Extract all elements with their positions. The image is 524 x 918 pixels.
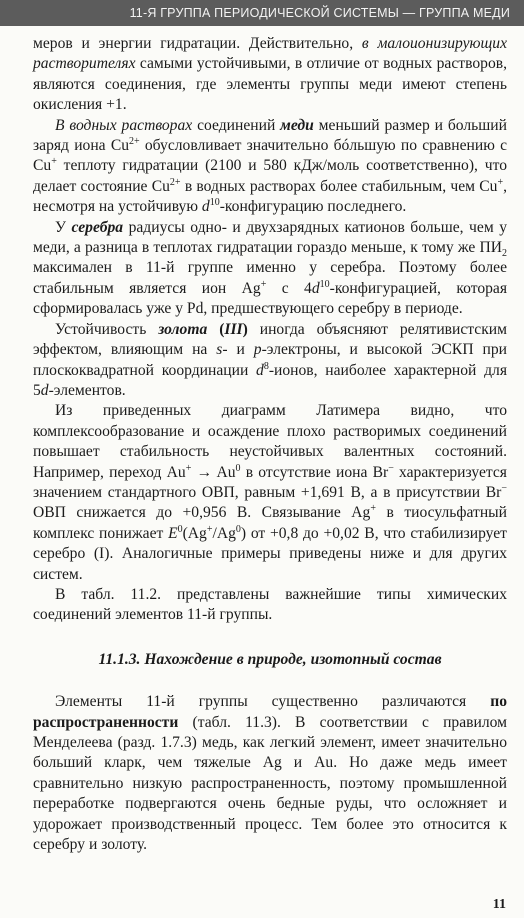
paragraph-6: В табл. 11.2. представлены важнейшие типы химических соединений элементов 11-й группы.: [33, 585, 507, 624]
running-title: 11-Я ГРУППА ПЕРИОДИЧЕСКОЙ СИСТЕМЫ — ГРУППА МЕДИ: [129, 6, 510, 20]
paragraph-3: У серебра радиусы одно- и двухзарядных катионов больше, чем у меди, а разница в теплотах гидратации гораздо меньше, к тому же $ПИ_2$ максимален в 11-й группе именно у серебра. Поэтому более стабильным является ион Ag+ с $4d^{10}$-конфигурацией, которая сформировалась уже у Pd, предшествующего серебру в периоде.: [33, 218, 508, 318]
paragraph-2: В водных растворах соединений меди меньший размер и больший заряд иона $Cu^{2+}$ обусловливает значительно бóльшую по сравнению с Cu+ теплоту гидратации (2100 и 580 кДж/моль соответственно), что делает состояние $Cu^{2+}$ в водных растворах более стабильным, чем Cu+, несмотря на устойчивую $d^{10}$-конфигурацию последнего.: [33, 116, 508, 216]
page-body: [33, 34, 507, 855]
paragraph-4: Устойчивость золота (III) иногда объясняют релятивистским эффектом, влияющим на s- и p-электроны, и высокой ЭСКП при плоскоквадратной координации $d^8$-ионов, наиболее характерной для 5d-элементов.: [33, 320, 508, 399]
paragraph-5: Из приведенных диаграмм Латимера видно, что комплексообразование и осаждение плохо растворимых соединений повышает стабильность неустойчивых валентных состояний. Например, переход $Au^+ \to Au^0$ в отсутствие иона Br− характеризуется значением стандартного ОВП, равным +1,691 В, а в присутствии Br− ОВП снижается до +0,956 В. Связывание Ag+ в тиосульфатный комплекс понижает $E^0(Ag^+/Ag^0)$ от +0,8 до +0,02 В, что стабилизирует серебро (I). Аналогичные примеры приведены ниже и для других систем.: [33, 402, 507, 583]
paragraph-7: Элементы 11-й группы существенно различаются по распространенности (табл. 11.3). В соответствии с правилом Менделеева (разд. 1.7.3) медь, как легкий элемент, имеет значительно больший кларк, чем тяжелые Ag и Au. Но даже медь имеет сравнительно низкую распространенность, поэтому промышленной переработке подвергаются очень бедные руды, что осложняет и удорожает производственный процесс. Тем более это относится к серебру и золоту.: [33, 693, 507, 854]
section-heading: 11.1.3. Нахождение в природе, изотопный состав: [98, 650, 442, 668]
paragraph-1: меров и энергии гидратации. Действительно, в малоионизирующих растворителях самыми устойчивыми, в отличие от водных растворов, являются соединения, где элементы группы меди имеют степень окисления +1.: [33, 35, 507, 114]
page-number: 11: [492, 897, 506, 912]
running-header: [0, 0, 524, 26]
